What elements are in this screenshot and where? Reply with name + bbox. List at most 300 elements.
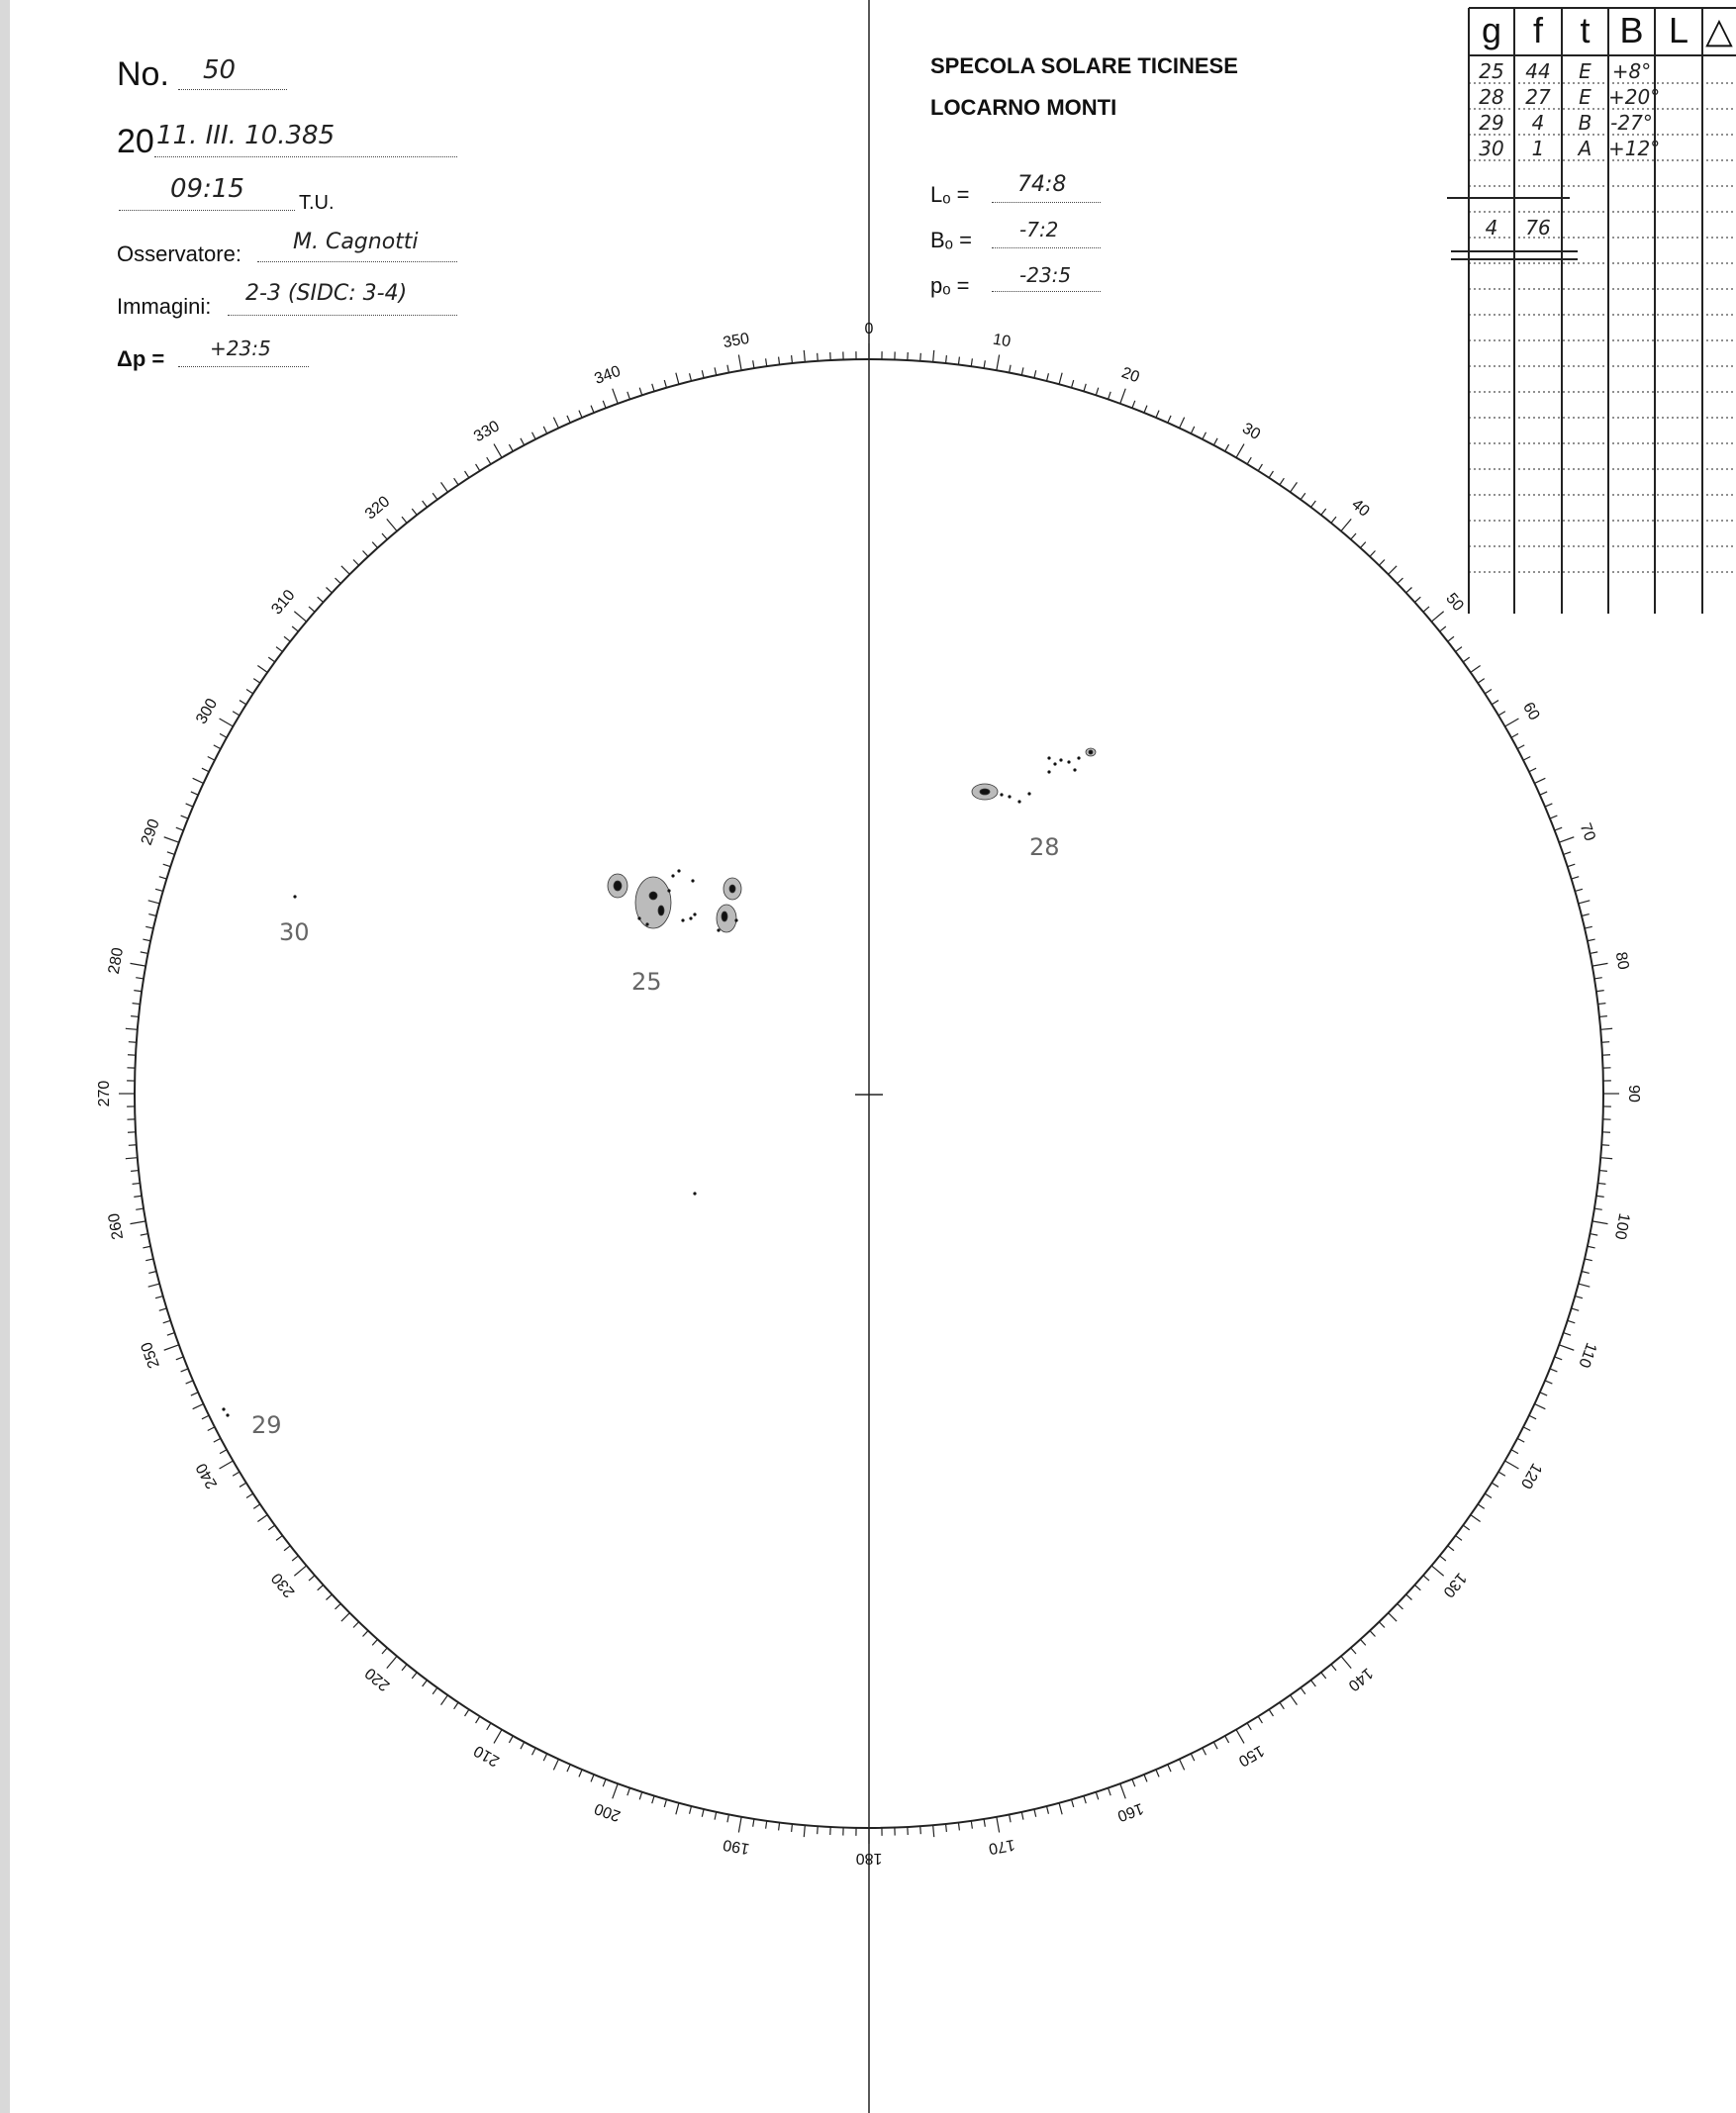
table-header-cell: △ — [1705, 10, 1733, 50]
tick-mark — [372, 542, 377, 548]
sunspot-25-dot — [691, 879, 694, 882]
tick-mark — [1280, 478, 1284, 485]
tick-mark — [141, 952, 148, 954]
tick-mark — [1471, 1515, 1481, 1522]
lo-value: 74:8 — [1017, 172, 1067, 197]
tick-mark — [133, 1004, 141, 1005]
tick-mark — [1485, 1493, 1492, 1497]
tick-mark — [1269, 471, 1273, 478]
tick-mark — [567, 416, 570, 423]
tick-mark — [984, 1819, 985, 1827]
tick-mark — [1236, 444, 1244, 458]
tick-mark — [1398, 578, 1403, 584]
tick-mark — [1414, 597, 1420, 602]
tick-mark — [792, 355, 793, 363]
group-label-28: 28 — [1029, 833, 1060, 861]
tick-mark — [779, 357, 780, 365]
tick-mark — [1529, 768, 1536, 772]
tick-mark — [971, 358, 972, 366]
tick-mark — [181, 816, 188, 818]
tick-mark — [1010, 1814, 1012, 1822]
tick-mark — [318, 1585, 324, 1589]
table-cell: A — [1578, 137, 1592, 160]
tick-mark — [532, 432, 536, 439]
tick-mark — [433, 1687, 437, 1693]
tick-mark — [465, 1709, 469, 1716]
tick-mark — [532, 1748, 536, 1755]
group-label-30: 30 — [279, 918, 310, 946]
tick-mark — [186, 1381, 193, 1384]
sunspot-30-dot — [293, 895, 296, 898]
tick-mark — [1156, 411, 1159, 418]
tick-mark — [1311, 1681, 1316, 1686]
tick-mark — [186, 804, 193, 807]
images-value: 2-3 (SIDC: 3-4) — [245, 281, 408, 306]
tick-mark — [412, 1673, 417, 1679]
tick-mark — [167, 852, 175, 855]
tick-mark — [1559, 1345, 1574, 1350]
tick-label: 80 — [1611, 950, 1632, 972]
tick-mark — [1601, 1042, 1609, 1043]
tick-mark — [1156, 1770, 1159, 1777]
tick-mark — [1498, 1472, 1505, 1476]
tick-label: 120 — [1516, 1460, 1545, 1491]
tick-mark — [136, 1208, 144, 1209]
tick-mark — [1084, 1796, 1086, 1804]
tick-mark — [1370, 550, 1375, 556]
tick-mark — [335, 1603, 340, 1609]
sunspot-28-dot — [1017, 800, 1020, 803]
tick-mark — [268, 657, 274, 662]
tick-mark — [591, 406, 594, 413]
tick-mark — [134, 991, 142, 992]
tick-mark — [257, 666, 267, 673]
tick-label: 20 — [1118, 364, 1142, 387]
tick-mark — [984, 360, 985, 368]
tick-mark — [1592, 1221, 1608, 1224]
tick-mark — [627, 1788, 630, 1796]
sunspot-28-dot — [1047, 770, 1050, 773]
tick-mark — [176, 827, 183, 830]
tick-mark — [131, 1221, 146, 1224]
tick-mark — [1021, 367, 1023, 375]
tick-mark — [1247, 1723, 1251, 1730]
tick-mark — [143, 1246, 150, 1248]
tick-mark — [294, 1566, 306, 1576]
tick-mark — [676, 1803, 679, 1815]
tick-mark — [387, 1656, 397, 1668]
sunspot-25-dot — [637, 916, 640, 919]
tick-mark — [372, 1639, 377, 1645]
tick-mark — [639, 1792, 641, 1800]
tick-mark — [143, 939, 150, 941]
tick-mark — [1523, 1427, 1530, 1431]
tick-mark — [382, 1648, 387, 1654]
sunspot-29-dot — [222, 1407, 225, 1410]
tick-mark — [1389, 1613, 1397, 1621]
tick-mark — [202, 768, 209, 772]
tick-mark — [276, 647, 282, 652]
tick-mark — [126, 1028, 138, 1029]
tick-mark — [402, 1665, 407, 1671]
tick-mark — [1564, 1333, 1572, 1336]
tick-mark — [1550, 1369, 1557, 1372]
tick-mark — [591, 1775, 594, 1781]
tick-mark — [579, 1770, 582, 1777]
tick-mark — [433, 493, 437, 499]
table-header-cell: f — [1532, 10, 1543, 50]
sunspot-25-penumbra — [635, 877, 671, 928]
tick-mark — [240, 701, 246, 705]
tick-mark — [193, 778, 204, 783]
tick-mark — [1191, 427, 1195, 433]
tick-mark — [664, 1799, 666, 1807]
sunspot-25-dot — [681, 918, 684, 921]
tick-mark — [1301, 1687, 1305, 1693]
tick-mark — [309, 607, 315, 612]
tick-mark — [1492, 1483, 1498, 1487]
tick-mark — [1168, 416, 1171, 423]
tick-mark — [1096, 388, 1098, 396]
sunspot-28-dot — [1053, 762, 1056, 765]
tick-mark — [676, 373, 679, 385]
tick-mark — [652, 384, 654, 392]
tick-mark — [253, 679, 260, 683]
tick-mark — [1180, 1759, 1185, 1770]
tick-mark — [1203, 1748, 1206, 1755]
tick-label: 90 — [1624, 1085, 1642, 1103]
tick-mark — [603, 401, 606, 408]
tick-mark — [1096, 1792, 1098, 1800]
tick-label: 250 — [138, 1339, 163, 1371]
tick-mark — [1540, 792, 1547, 795]
tick-mark — [1588, 1246, 1595, 1248]
tick-mark — [1534, 1404, 1545, 1409]
tick-mark — [1225, 444, 1229, 451]
tick-mark — [1247, 457, 1251, 464]
tick-mark — [1351, 1648, 1356, 1654]
tick-mark — [1047, 1806, 1049, 1814]
sunspot-25-dot — [693, 912, 696, 915]
tick-mark — [1144, 1775, 1147, 1781]
tick-mark — [1485, 690, 1492, 694]
tick-mark — [292, 1556, 298, 1561]
tick-mark — [971, 1821, 972, 1829]
delta-p-label: Δp = — [117, 346, 165, 371]
tick-mark — [639, 388, 641, 396]
tick-mark — [1463, 1525, 1469, 1530]
tick-mark — [1280, 1702, 1284, 1709]
table-cell: +8° — [1611, 59, 1652, 83]
tick-mark — [702, 370, 704, 378]
tick-mark — [1291, 1695, 1298, 1705]
tick-mark — [1456, 1536, 1462, 1541]
tick-mark — [818, 1826, 819, 1834]
tick-mark — [136, 978, 144, 979]
tick-mark — [167, 1333, 175, 1336]
tick-mark — [579, 411, 582, 418]
tick-mark — [509, 444, 513, 451]
tick-mark — [1575, 889, 1583, 891]
tick-mark — [145, 926, 153, 928]
tick-mark — [454, 478, 458, 485]
tick-mark — [1431, 1566, 1443, 1576]
tick-mark — [1406, 588, 1412, 593]
tick-mark — [341, 566, 349, 574]
po-value: -23:5 — [1019, 263, 1072, 287]
tick-label: 180 — [855, 1849, 883, 1867]
tick-mark — [454, 1702, 458, 1709]
tick-mark — [155, 1297, 163, 1298]
tick-mark — [509, 1736, 513, 1743]
tick-mark — [1331, 517, 1336, 523]
tick-mark — [1072, 380, 1074, 388]
tick-mark — [690, 1806, 692, 1814]
observer-label: Osservatore: — [117, 241, 241, 266]
tick-mark — [1406, 1594, 1412, 1599]
tick-mark — [1370, 1631, 1375, 1637]
tick-mark — [1448, 1546, 1454, 1551]
tick-label: 240 — [193, 1460, 222, 1491]
sunspot-28-umbra — [980, 789, 990, 795]
tick-label: 230 — [268, 1569, 299, 1601]
table-cell: +20° — [1608, 85, 1661, 109]
table-total-cell: 4 — [1485, 216, 1498, 240]
table-cell: 4 — [1531, 111, 1545, 135]
tick-mark — [1601, 1145, 1609, 1146]
sunspot-drawings — [222, 748, 1096, 1417]
tick-mark — [1144, 406, 1147, 413]
tick-mark — [603, 1779, 606, 1786]
tick-mark — [145, 1259, 153, 1261]
tick-mark — [284, 1546, 290, 1551]
tick-label: 0 — [864, 321, 874, 338]
table-cell: -27° — [1610, 111, 1653, 135]
sunspot-28-dot — [1073, 768, 1076, 771]
tick-mark — [1258, 1716, 1262, 1723]
date-prefix: 20 — [117, 123, 154, 160]
tick-label: 100 — [1610, 1211, 1633, 1241]
tick-mark — [1311, 501, 1316, 507]
tick-mark — [164, 837, 179, 842]
tick-label: 320 — [361, 493, 394, 524]
table-cell: 29 — [1479, 111, 1504, 135]
bo-value: -7:2 — [1019, 218, 1059, 241]
tick-mark — [1109, 1788, 1111, 1796]
tick-mark — [1059, 373, 1062, 385]
tick-mark — [1213, 1742, 1217, 1749]
tick-mark — [1594, 978, 1602, 979]
tick-mark — [804, 1825, 805, 1837]
tick-mark — [1572, 877, 1580, 879]
tick-label: 40 — [1348, 496, 1373, 521]
tick-mark — [543, 1754, 547, 1761]
tick-mark — [220, 1450, 227, 1454]
tick-label: 350 — [722, 330, 751, 352]
tick-mark — [1498, 712, 1505, 716]
tick-mark — [441, 1695, 448, 1705]
tick-mark — [1321, 1673, 1326, 1679]
tick-mark — [129, 1042, 137, 1043]
tick-mark — [727, 1814, 729, 1822]
tick-mark — [1291, 482, 1298, 492]
tick-mark — [753, 1819, 754, 1827]
tick-mark — [766, 358, 767, 366]
tick-mark — [1168, 1765, 1171, 1772]
tick-label: 300 — [193, 696, 222, 727]
tick-mark — [148, 1284, 160, 1287]
tick-mark — [958, 1822, 959, 1830]
tick-mark — [423, 501, 428, 507]
tick-mark — [382, 533, 387, 539]
tick-mark — [220, 1461, 234, 1469]
tick-mark — [1072, 1799, 1074, 1807]
tick-mark — [1588, 939, 1595, 941]
tick-mark — [284, 636, 290, 641]
tick-mark — [1021, 1812, 1023, 1820]
tick-mark — [326, 588, 332, 593]
tu-label: T.U. — [299, 192, 335, 214]
tick-mark — [1597, 1004, 1605, 1005]
tick-mark — [476, 464, 480, 471]
tick-mark — [1582, 1272, 1590, 1274]
tick-label: 260 — [105, 1211, 128, 1241]
tick-mark — [1585, 926, 1592, 928]
table-header-cell: t — [1580, 10, 1591, 50]
tick-mark — [804, 350, 805, 362]
tick-mark — [159, 1308, 167, 1310]
tick-mark — [946, 1824, 947, 1832]
tick-mark — [1360, 1639, 1365, 1645]
tick-mark — [164, 1345, 179, 1350]
tick-mark — [664, 380, 666, 388]
tick-mark — [126, 1158, 138, 1159]
sunspot-25-dot — [689, 916, 692, 919]
tick-mark — [1592, 963, 1608, 966]
sunspot-28-dot — [1047, 756, 1050, 759]
table-cell: B — [1578, 111, 1592, 135]
tick-mark — [792, 1824, 793, 1832]
tick-mark — [494, 1730, 502, 1744]
sunspot-28-dot — [1077, 756, 1080, 759]
tick-mark — [1555, 1357, 1562, 1360]
sunspot-28-dot — [1067, 760, 1070, 763]
tick-mark — [335, 578, 340, 584]
tick-mark — [423, 1681, 428, 1686]
tick-mark — [1545, 1381, 1552, 1384]
tick-mark — [738, 355, 741, 371]
tick-mark — [1034, 1809, 1036, 1817]
tick-mark — [958, 357, 959, 365]
tick-mark — [567, 1765, 570, 1772]
tick-mark — [1331, 1665, 1336, 1671]
tick-mark — [220, 719, 234, 726]
tick-mark — [240, 1483, 246, 1487]
tick-mark — [1559, 837, 1574, 842]
tick-mark — [997, 355, 1000, 371]
tick-label: 110 — [1575, 1340, 1600, 1371]
tick-mark — [1529, 1415, 1536, 1419]
tick-mark — [233, 1472, 240, 1476]
tick-mark — [1564, 852, 1572, 855]
tick-mark — [148, 901, 160, 904]
tick-label: 270 — [96, 1080, 114, 1107]
tick-mark — [1301, 493, 1305, 499]
tick-mark — [1478, 1504, 1485, 1508]
group-label-29: 29 — [251, 1411, 282, 1439]
sunspot-25-dot — [645, 922, 648, 925]
tick-mark — [779, 1822, 780, 1830]
tick-mark — [818, 353, 819, 361]
tick-mark — [294, 612, 306, 622]
tick-label: 130 — [1439, 1569, 1470, 1601]
tick-mark — [1379, 559, 1385, 565]
tick-mark — [1379, 1622, 1385, 1628]
tick-mark — [131, 963, 146, 966]
tick-mark — [1213, 438, 1217, 445]
delta-p-value: +23:5 — [210, 336, 271, 360]
tick-mark — [766, 1821, 767, 1829]
institution-location: LOCARNO MONTI — [930, 95, 1117, 120]
tick-mark — [292, 626, 298, 631]
tick-mark — [1471, 666, 1481, 673]
table-cell: 25 — [1479, 59, 1504, 83]
tick-mark — [1456, 647, 1462, 652]
tick-mark — [1258, 464, 1262, 471]
tick-label: 30 — [1239, 420, 1264, 444]
tick-mark — [1120, 1783, 1125, 1798]
tick-mark — [246, 1493, 253, 1497]
sunspot-28-dot — [1008, 795, 1011, 798]
tick-mark — [1590, 1234, 1597, 1236]
tick-mark — [253, 1504, 260, 1508]
tick-mark — [1448, 636, 1454, 641]
tick-mark — [753, 360, 754, 368]
tick-mark — [521, 1742, 525, 1749]
table-header-cell: L — [1668, 10, 1689, 50]
tick-label: 190 — [722, 1835, 751, 1858]
tick-mark — [1523, 757, 1530, 761]
tick-mark — [155, 889, 163, 891]
sunspot-25-dot — [734, 918, 737, 921]
tick-mark — [1517, 1438, 1524, 1442]
tick-mark — [134, 1196, 142, 1197]
tick-mark — [402, 517, 407, 523]
tick-mark — [1579, 1284, 1591, 1287]
tick-mark — [214, 745, 221, 749]
tick-mark — [487, 1723, 491, 1730]
tick-mark — [1540, 1393, 1547, 1395]
tick-mark — [1585, 1259, 1592, 1261]
tick-mark — [933, 350, 934, 362]
number-label: No. — [117, 55, 169, 93]
sunspot-28-umbra — [1089, 750, 1093, 754]
tick-mark — [1341, 1656, 1351, 1668]
sunspot-25-dot — [677, 869, 680, 872]
tick-mark — [208, 757, 215, 761]
table-cell: 1 — [1531, 137, 1545, 160]
tick-mark — [1545, 804, 1552, 807]
tick-mark — [1321, 509, 1326, 515]
tick-mark — [341, 1613, 349, 1621]
tick-mark — [276, 1536, 282, 1541]
table-header-cell: g — [1481, 10, 1502, 50]
tick-mark — [1594, 1208, 1602, 1209]
tick-mark — [627, 392, 630, 400]
tick-label: 10 — [991, 331, 1013, 351]
tick-label: 70 — [1576, 820, 1598, 844]
tick-mark — [131, 1016, 139, 1017]
